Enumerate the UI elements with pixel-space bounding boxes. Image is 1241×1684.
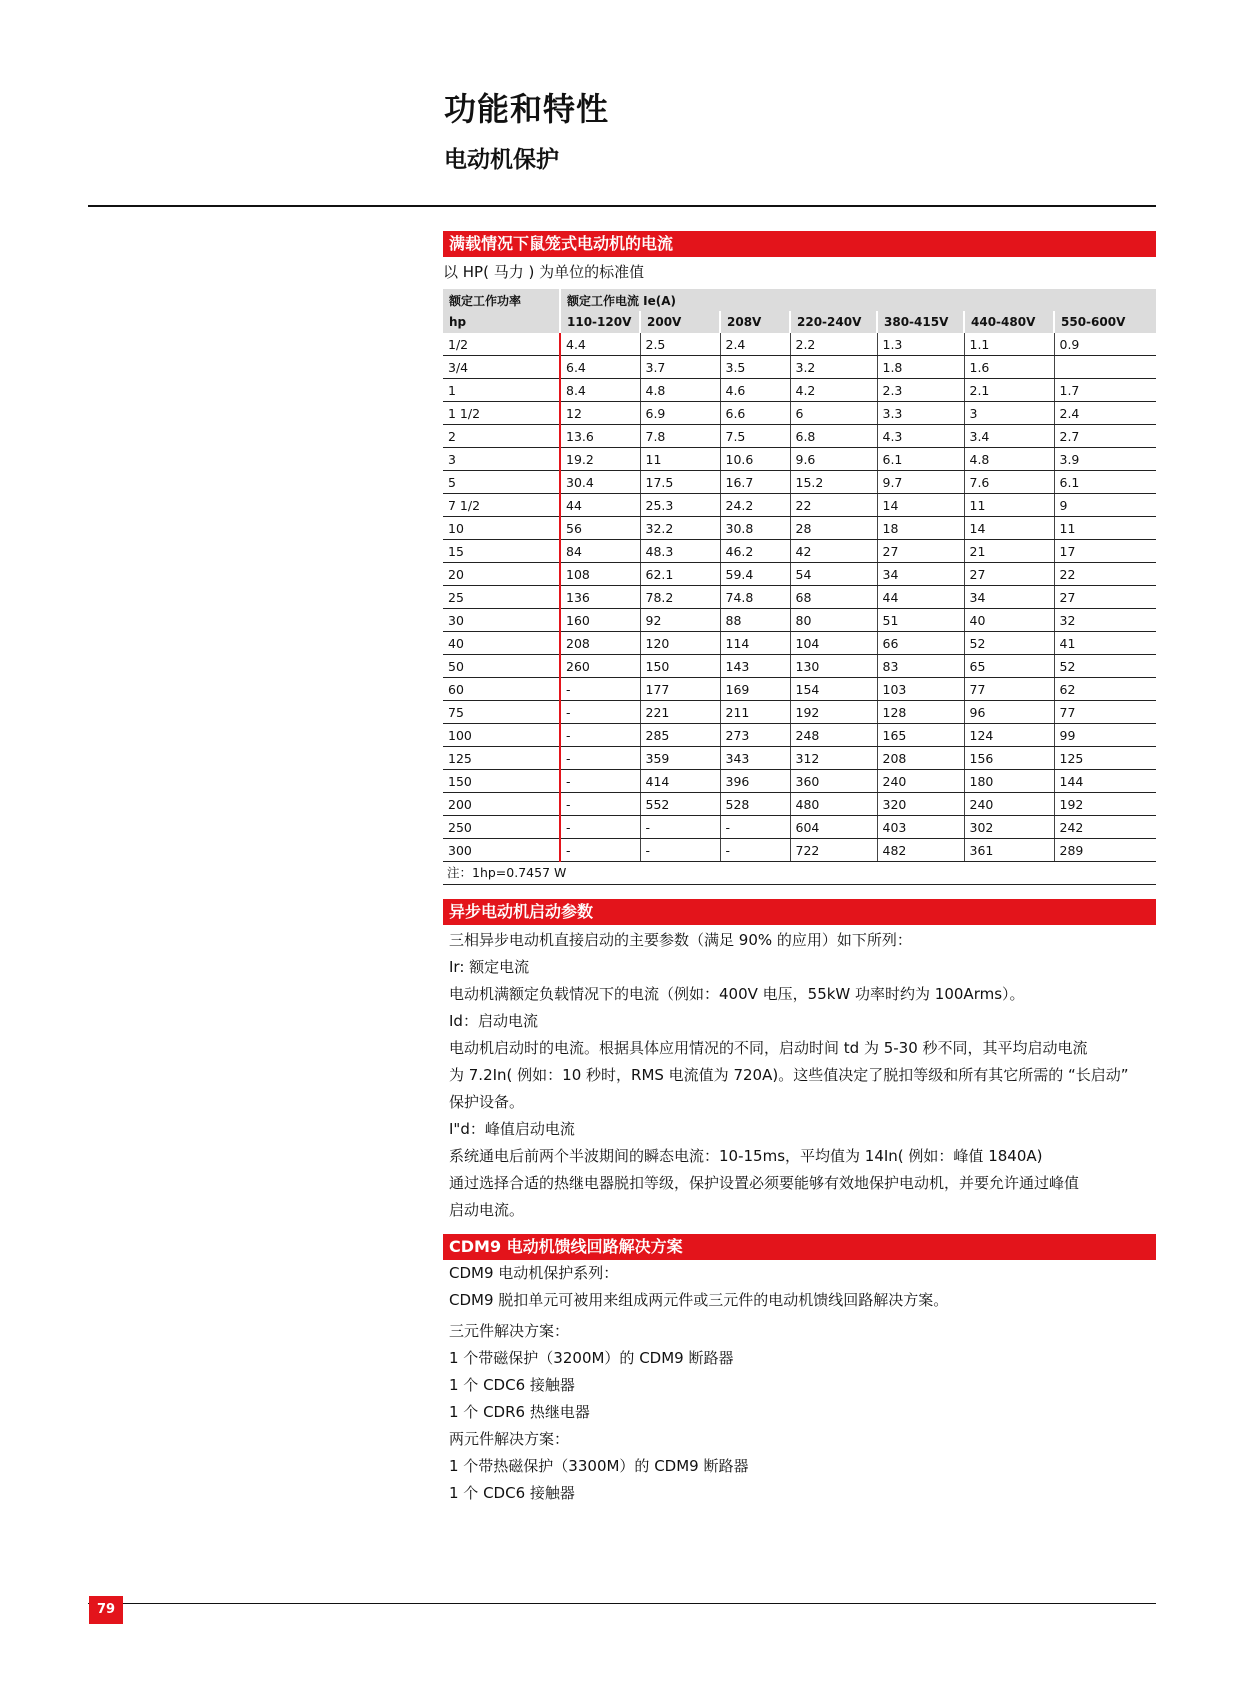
text-line: 1 个 CDC6 接触器	[449, 1484, 575, 1502]
current-cell: -	[560, 770, 640, 793]
current-cell: 44	[877, 586, 964, 609]
text-line: 为 7.2In( 例如：10 秒时，RMS 电流值为 720A)。这些值决定了脱扣等级和所有其它所需的 “长启动”	[449, 1066, 1129, 1084]
column-header: 440-480V	[964, 311, 1054, 333]
current-cell: -	[720, 839, 790, 862]
current-cell: 180	[964, 770, 1054, 793]
current-cell: 211	[720, 701, 790, 724]
current-cell: 78.2	[640, 586, 720, 609]
current-cell: 80	[790, 609, 877, 632]
text-line: 电动机满额定负载情况下的电流（例如：400V 电压，55kW 功率时约为 100Arms）。	[449, 985, 1025, 1003]
current-cell: 88	[720, 609, 790, 632]
current-cell: 28	[790, 517, 877, 540]
current-cell: 403	[877, 816, 964, 839]
text-line: Ir: 额定电流	[449, 958, 530, 976]
current-cell: 42	[790, 540, 877, 563]
current-cell: 3	[964, 402, 1054, 425]
current-cell: 285	[640, 724, 720, 747]
current-cell: 13.6	[560, 425, 640, 448]
current-cell: 7.6	[964, 471, 1054, 494]
current-cell: 1.6	[964, 356, 1054, 379]
hp-cell: 40	[443, 632, 560, 655]
hp-cell: 1/2	[443, 333, 560, 356]
column-header: 220-240V	[790, 311, 877, 333]
current-cell: 11	[640, 448, 720, 471]
current-cell: 30.4	[560, 471, 640, 494]
current-cell: -	[720, 816, 790, 839]
current-cell: 30.8	[720, 517, 790, 540]
section-heading-start-params: 异步电动机启动参数	[443, 899, 1156, 925]
text-line: I"d：峰值启动电流	[449, 1120, 575, 1138]
current-cell: 9.7	[877, 471, 964, 494]
current-cell: 240	[964, 793, 1054, 816]
table-row	[443, 770, 1156, 793]
current-cell: 19.2	[560, 448, 640, 471]
current-cell: 32.2	[640, 517, 720, 540]
current-cell: -	[560, 678, 640, 701]
current-cell: 1.7	[1054, 379, 1156, 402]
text-line: 1 个 CDR6 热继电器	[449, 1403, 590, 1421]
current-cell: 1.3	[877, 333, 964, 356]
current-cell: 320	[877, 793, 964, 816]
table-row	[443, 632, 1156, 655]
current-cell: 302	[964, 816, 1054, 839]
current-cell: 25.3	[640, 494, 720, 517]
current-cell: 108	[560, 563, 640, 586]
current-cell: 4.6	[720, 379, 790, 402]
current-cell: 3.7	[640, 356, 720, 379]
current-cell: 18	[877, 517, 964, 540]
current-cell: 27	[877, 540, 964, 563]
header-divider	[88, 205, 1156, 207]
current-cell: -	[560, 724, 640, 747]
current-cell: 17.5	[640, 471, 720, 494]
table-row	[443, 563, 1156, 586]
current-cell: 66	[877, 632, 964, 655]
current-cell: 8.4	[560, 379, 640, 402]
current-cell: 7.5	[720, 425, 790, 448]
table-row	[443, 793, 1156, 816]
current-cell: 2.2	[790, 333, 877, 356]
current-cell: 6	[790, 402, 877, 425]
table-row	[443, 655, 1156, 678]
current-cell: 604	[790, 816, 877, 839]
table-row	[443, 609, 1156, 632]
current-cell: 125	[1054, 747, 1156, 770]
current-cell: 1.8	[877, 356, 964, 379]
current-cell: -	[560, 701, 640, 724]
cdm9-solution-list	[443, 1318, 1156, 1507]
text-line: 电动机启动时的电流。根据具体应用情况的不同，启动时间 td 为 5-30 秒不同，其平均启动电流	[449, 1039, 1088, 1057]
column-header: 208V	[720, 311, 790, 333]
current-cell: 2.4	[1054, 402, 1156, 425]
current-cell: 221	[640, 701, 720, 724]
table-row	[443, 425, 1156, 448]
current-cell: 34	[877, 563, 964, 586]
table-note: 注：1hp=0.7457 W	[443, 862, 1156, 885]
motor-current-table	[443, 289, 1156, 862]
current-cell: 4.8	[964, 448, 1054, 471]
current-cell: -	[640, 839, 720, 862]
column-header: 550-600V	[1054, 311, 1156, 333]
hp-cell: 50	[443, 655, 560, 678]
current-cell: 208	[560, 632, 640, 655]
current-cell: 248	[790, 724, 877, 747]
hp-cell: 100	[443, 724, 560, 747]
current-cell: 2.1	[964, 379, 1054, 402]
hp-cell: 3/4	[443, 356, 560, 379]
current-cell: 4.4	[560, 333, 640, 356]
section-heading-motor-current: 满载情况下鼠笼式电动机的电流	[443, 231, 1156, 257]
text-line: 启动电流。	[449, 1201, 525, 1219]
main-content	[443, 231, 1156, 1507]
current-cell: 0.9	[1054, 333, 1156, 356]
hp-cell: 20	[443, 563, 560, 586]
current-cell: 83	[877, 655, 964, 678]
hp-cell: 300	[443, 839, 560, 862]
current-cell: -	[640, 816, 720, 839]
current-cell: 84	[560, 540, 640, 563]
hp-cell: 60	[443, 678, 560, 701]
current-cell: 396	[720, 770, 790, 793]
current-cell: 16.7	[720, 471, 790, 494]
current-cell: 65	[964, 655, 1054, 678]
current-cell: 160	[560, 609, 640, 632]
current-cell: 32	[1054, 609, 1156, 632]
current-cell: 208	[877, 747, 964, 770]
page-number: 79	[89, 1596, 123, 1624]
current-cell: 6.1	[1054, 471, 1156, 494]
current-cell: 27	[1054, 586, 1156, 609]
current-cell: 3.3	[877, 402, 964, 425]
current-cell: 21	[964, 540, 1054, 563]
column-header: hp	[443, 311, 560, 333]
current-cell: 3.9	[1054, 448, 1156, 471]
current-cell: 6.1	[877, 448, 964, 471]
current-cell: 44	[560, 494, 640, 517]
table-row	[443, 402, 1156, 425]
current-cell: 7.8	[640, 425, 720, 448]
current-cell: 22	[790, 494, 877, 517]
text-line: 系统通电后前两个半波期间的瞬态电流：10-15ms，平均值为 14In( 例如：峰值 1840A)	[449, 1147, 1043, 1165]
current-cell: 150	[640, 655, 720, 678]
current-cell: 9.6	[790, 448, 877, 471]
text-line: 保护设备。	[449, 1093, 525, 1111]
current-cell: 96	[964, 701, 1054, 724]
current-cell: 17	[1054, 540, 1156, 563]
current-cell: 104	[790, 632, 877, 655]
current-cell: -	[560, 747, 640, 770]
hp-cell: 250	[443, 816, 560, 839]
table-intro: 以 HP( 马力 ) 为单位的标准值	[443, 263, 645, 281]
current-cell: 74.8	[720, 586, 790, 609]
current-cell: 12	[560, 402, 640, 425]
current-cell: 3.4	[964, 425, 1054, 448]
table-row	[443, 747, 1156, 770]
current-cell: 2.5	[640, 333, 720, 356]
current-cell: 722	[790, 839, 877, 862]
hp-cell: 2	[443, 425, 560, 448]
current-cell: 10.6	[720, 448, 790, 471]
table-column-header	[443, 311, 1156, 333]
text-line: 三元件解决方案：	[449, 1322, 570, 1340]
current-cell: 482	[877, 839, 964, 862]
current-cell: 56	[560, 517, 640, 540]
current-cell: 68	[790, 586, 877, 609]
current-cell: 6.6	[720, 402, 790, 425]
current-cell: 77	[1054, 701, 1156, 724]
current-cell: 114	[720, 632, 790, 655]
hp-cell: 150	[443, 770, 560, 793]
current-cell: 59.4	[720, 563, 790, 586]
current-cell: 77	[964, 678, 1054, 701]
current-cell: 41	[1054, 632, 1156, 655]
page-title: 功能和特性	[444, 90, 610, 128]
current-cell: 240	[877, 770, 964, 793]
start-params-text	[443, 927, 1156, 1224]
current-cell: 3.5	[720, 356, 790, 379]
table-row	[443, 379, 1156, 402]
table-row	[443, 540, 1156, 563]
page-subtitle: 电动机保护	[444, 147, 559, 173]
hp-cell: 1 1/2	[443, 402, 560, 425]
current-cell: 177	[640, 678, 720, 701]
current-cell: 99	[1054, 724, 1156, 747]
current-cell: 3.2	[790, 356, 877, 379]
current-cell: 260	[560, 655, 640, 678]
table-row	[443, 471, 1156, 494]
table-row	[443, 517, 1156, 540]
current-cell: 343	[720, 747, 790, 770]
table-row	[443, 724, 1156, 747]
current-cell: 128	[877, 701, 964, 724]
hp-cell: 3	[443, 448, 560, 471]
current-cell: 27	[964, 563, 1054, 586]
hp-cell: 30	[443, 609, 560, 632]
column-header: 200V	[640, 311, 720, 333]
current-cell: 6.9	[640, 402, 720, 425]
current-cell: 103	[877, 678, 964, 701]
current-cell: 528	[720, 793, 790, 816]
hp-cell: 10	[443, 517, 560, 540]
current-cell: 15.2	[790, 471, 877, 494]
current-cell: 9	[1054, 494, 1156, 517]
table-row	[443, 586, 1156, 609]
current-cell: 51	[877, 609, 964, 632]
text-line: 1 个带磁保护（3200M）的 CDM9 断路器	[449, 1349, 734, 1367]
current-cell: 2.3	[877, 379, 964, 402]
table-group-header	[443, 289, 1156, 311]
current-cell: 120	[640, 632, 720, 655]
current-cell: 242	[1054, 816, 1156, 839]
current-cell: -	[560, 816, 640, 839]
current-cell: -	[560, 839, 640, 862]
section-heading-cdm9-solution: CDM9 电动机馈线回路解决方案	[443, 1234, 1156, 1260]
current-cell: 360	[790, 770, 877, 793]
text-line: CDM9 脱扣单元可被用来组成两元件或三元件的电动机馈线回路解决方案。	[449, 1291, 949, 1309]
cdm9-intro-text	[443, 1260, 1156, 1314]
table-row	[443, 701, 1156, 724]
current-cell: 361	[964, 839, 1054, 862]
current-cell: 62	[1054, 678, 1156, 701]
current-cell: 136	[560, 586, 640, 609]
current-cell: 14	[964, 517, 1054, 540]
current-cell: 52	[1054, 655, 1156, 678]
table-row	[443, 839, 1156, 862]
current-cell: 40	[964, 609, 1054, 632]
current-cell: 4.2	[790, 379, 877, 402]
hp-cell: 5	[443, 471, 560, 494]
table-row	[443, 494, 1156, 517]
current-cell: 130	[790, 655, 877, 678]
hp-cell: 7 1/2	[443, 494, 560, 517]
current-cell: 6.4	[560, 356, 640, 379]
current-cell: 14	[877, 494, 964, 517]
current-cell: 22	[1054, 563, 1156, 586]
current-cell: 414	[640, 770, 720, 793]
current-cell: 11	[964, 494, 1054, 517]
group-header-power: 额定工作功率	[443, 289, 560, 311]
column-header: 110-120V	[560, 311, 640, 333]
current-cell: 154	[790, 678, 877, 701]
current-cell: 192	[1054, 793, 1156, 816]
text-line: 两元件解决方案：	[449, 1430, 570, 1448]
current-cell: 144	[1054, 770, 1156, 793]
text-line: Id：启动电流	[449, 1012, 538, 1030]
text-line: 1 个带热磁保护（3300M）的 CDM9 断路器	[449, 1457, 749, 1475]
hp-cell: 1	[443, 379, 560, 402]
current-cell: 4.3	[877, 425, 964, 448]
current-cell: 46.2	[720, 540, 790, 563]
footer-divider	[88, 1603, 1156, 1604]
current-cell: 143	[720, 655, 790, 678]
current-cell: 552	[640, 793, 720, 816]
current-cell: 480	[790, 793, 877, 816]
current-cell: 48.3	[640, 540, 720, 563]
table-row	[443, 333, 1156, 356]
current-cell: 2.4	[720, 333, 790, 356]
hp-cell: 200	[443, 793, 560, 816]
current-cell: 62.1	[640, 563, 720, 586]
current-cell: 54	[790, 563, 877, 586]
text-line: CDM9 电动机保护系列：	[449, 1264, 619, 1282]
current-cell: 24.2	[720, 494, 790, 517]
current-cell: 1.1	[964, 333, 1054, 356]
table-row	[443, 356, 1156, 379]
current-cell: 165	[877, 724, 964, 747]
current-cell: 11	[1054, 517, 1156, 540]
current-cell: 34	[964, 586, 1054, 609]
current-cell: 289	[1054, 839, 1156, 862]
current-cell: 312	[790, 747, 877, 770]
current-cell: 92	[640, 609, 720, 632]
hp-cell: 15	[443, 540, 560, 563]
current-cell: 52	[964, 632, 1054, 655]
hp-cell: 125	[443, 747, 560, 770]
current-cell: -	[560, 793, 640, 816]
table-row	[443, 816, 1156, 839]
current-cell: 169	[720, 678, 790, 701]
current-cell: 273	[720, 724, 790, 747]
current-cell	[1054, 356, 1156, 379]
table-body	[443, 333, 1156, 862]
current-cell: 156	[964, 747, 1054, 770]
current-cell: 4.8	[640, 379, 720, 402]
current-cell: 6.8	[790, 425, 877, 448]
column-header: 380-415V	[877, 311, 964, 333]
hp-cell: 75	[443, 701, 560, 724]
current-cell: 192	[790, 701, 877, 724]
text-line: 通过选择合适的热继电器脱扣等级，保护设置必须要能够有效地保护电动机，并要允许通过峰值	[449, 1174, 1080, 1192]
table-row	[443, 678, 1156, 701]
current-cell: 2.7	[1054, 425, 1156, 448]
group-header-current: 额定工作电流 Ie(A)	[560, 289, 1156, 311]
current-cell: 124	[964, 724, 1054, 747]
table-row	[443, 448, 1156, 471]
text-line: 1 个 CDC6 接触器	[449, 1376, 575, 1394]
current-cell: 359	[640, 747, 720, 770]
hp-cell: 25	[443, 586, 560, 609]
text-line: 三相异步电动机直接启动的主要参数（满足 90% 的应用）如下所列：	[449, 931, 912, 949]
